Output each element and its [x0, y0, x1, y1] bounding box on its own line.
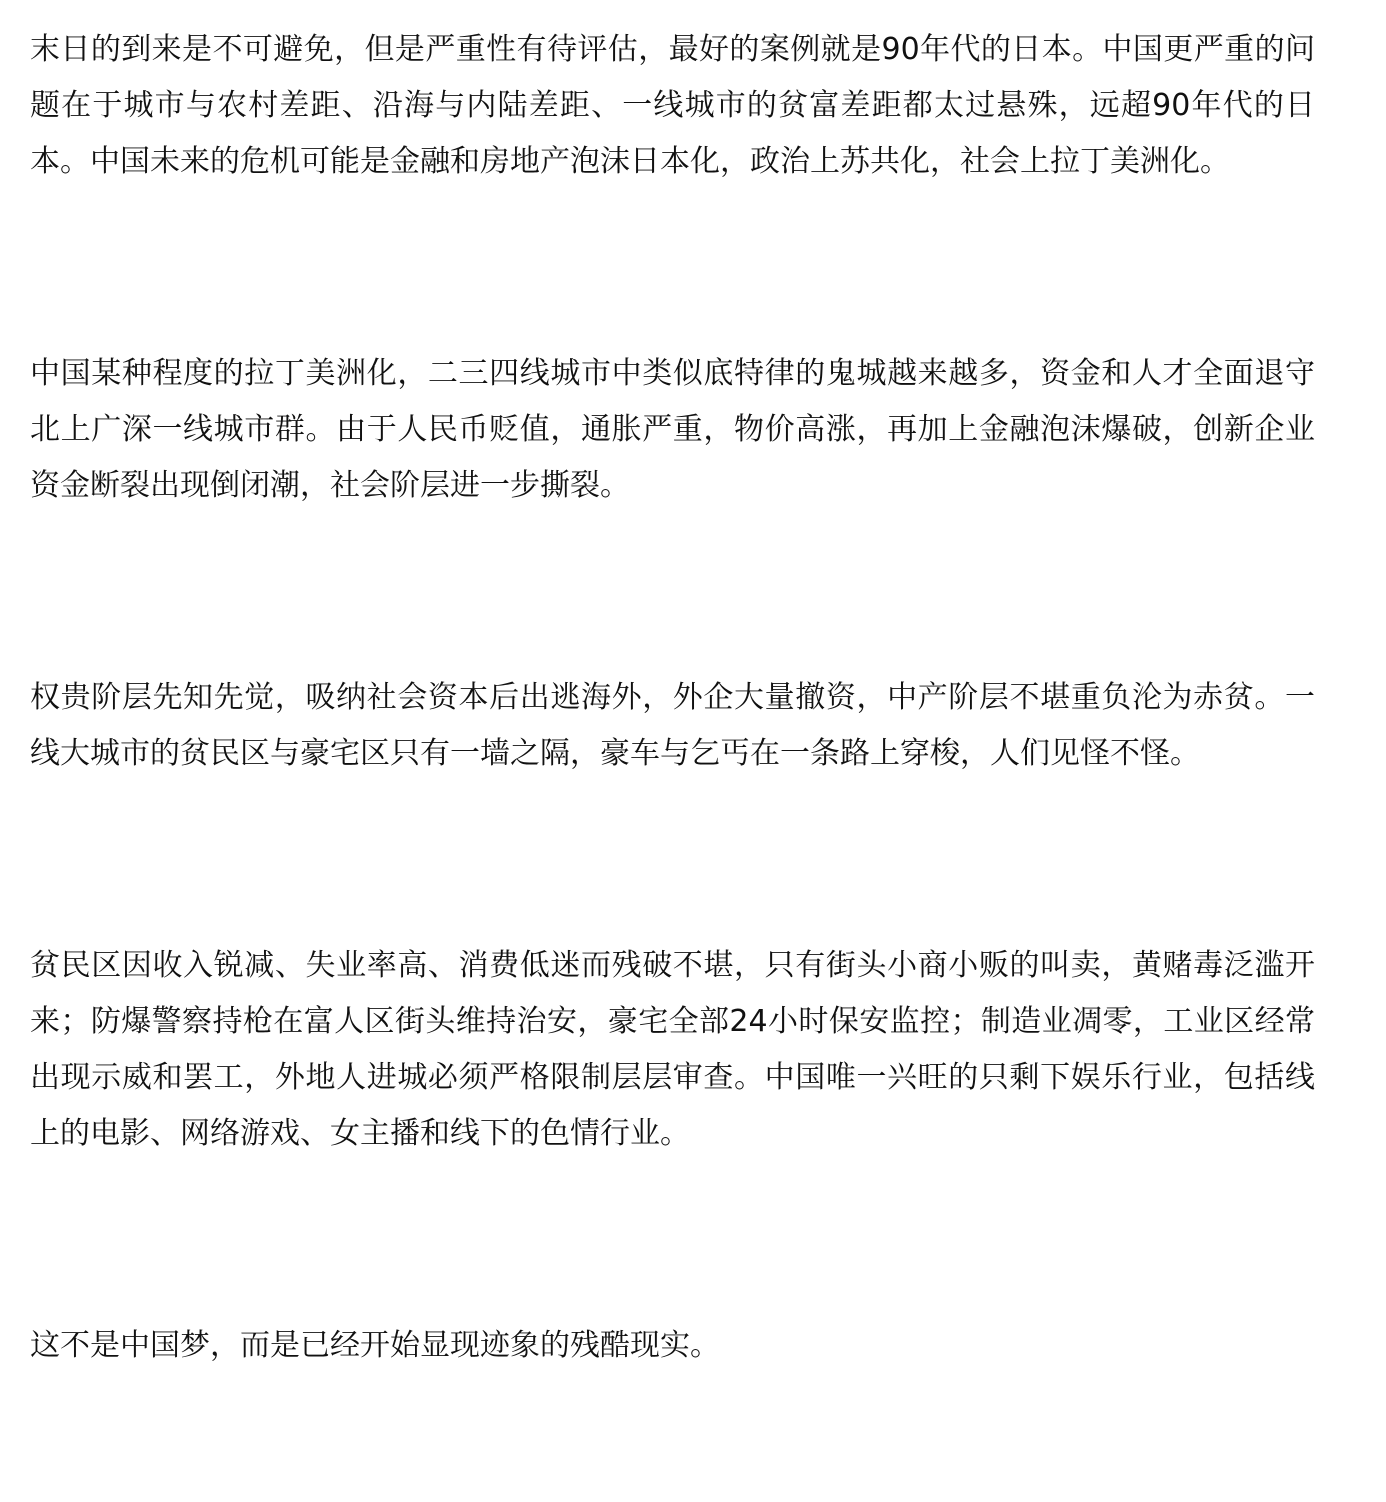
- paragraph-5: 这不是中国梦，而是已经开始显现迹象的残酷现实。: [30, 1328, 720, 1363]
- article-body: [30, 22, 1315, 1374]
- paragraph-2: 中国某种程度的拉丁美洲化，二三四线城市中类似底特律的鬼城越来越多，资金和人才全面退守北上广深一线城市群。由于人民币贬值，通胀严重，物价高涨，再加上金融泡沫爆破，创新企业资金断裂出现倒闭潮，社会阶层进一步撕裂。: [30, 356, 1315, 503]
- paragraph-3: 权贵阶层先知先觉，吸纳社会资本后出逃海外，外企大量撤资，中产阶层不堪重负沦为赤贫。一线大城市的贫民区与豪宅区只有一墙之隔，豪车与乞丐在一条路上穿梭，人们见怪不怪。: [30, 680, 1315, 771]
- paragraph-4: 贫民区因收入锐减、失业率高、消费低迷而残破不堪，只有街头小商小贩的叫卖，黄赌毒泛滥开来；防爆警察持枪在富人区街头维持治安，豪宅全部24小时保安监控；制造业凋零，工业区经常出现示威和罢工，外地人进城必须严格限制层层审查。中国唯一兴旺的只剩下娱乐行业，包括线上的电影、网络游戏、女主播和线下的色情行业。: [30, 948, 1315, 1151]
- paragraph-1: 末日的到来是不可避免，但是严重性有待评估，最好的案例就是90年代的日本。中国更严重的问题在于城市与农村差距、沿海与内陆差距、一线城市的贫富差距都太过悬殊，远超90年代的日本。中国未来的危机可能是金融和房地产泡沫日本化，政治上苏共化，社会上拉丁美洲化。: [30, 32, 1315, 179]
